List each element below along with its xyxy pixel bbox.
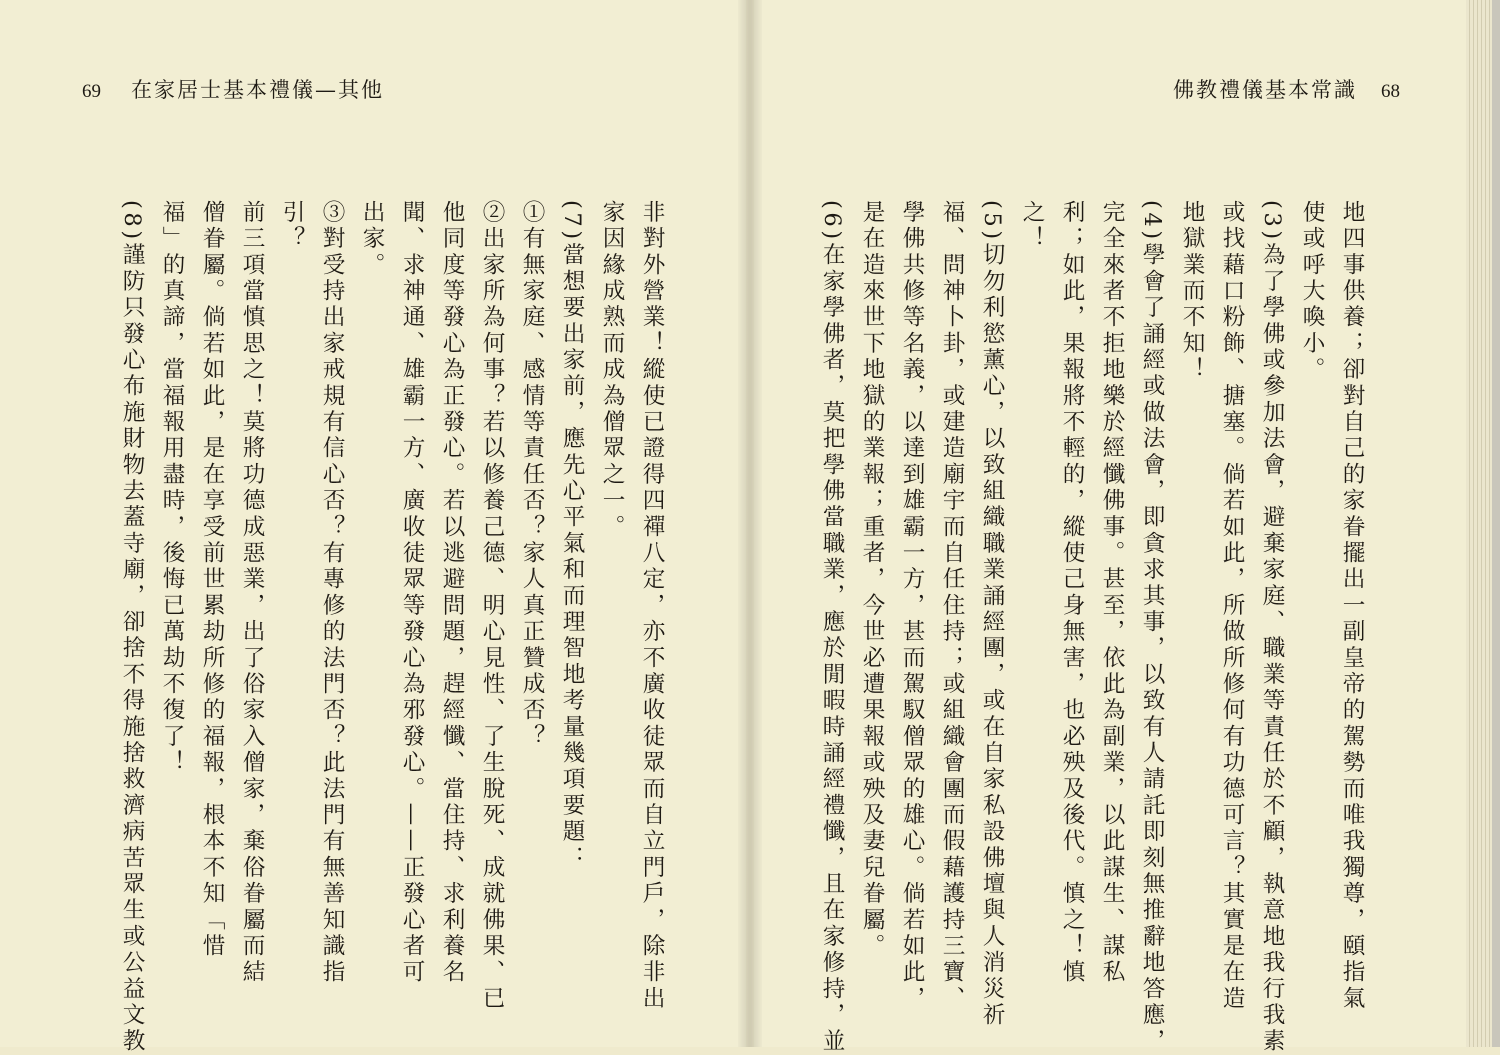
text-column: 完全來者不拒地樂於經懺佛事。甚至，依此為副業，以此謀生、謀私 bbox=[1099, 200, 1125, 986]
background-edge bbox=[1492, 0, 1500, 1047]
book-gutter bbox=[738, 0, 762, 1047]
right-page-number: 68 bbox=[1381, 81, 1400, 102]
text-column: 僧眷屬。倘若如此，是在享受前世累劫所修的福報，根本不知「惜 bbox=[199, 200, 225, 960]
left-page-header bbox=[82, 74, 384, 106]
right-running-head: 佛教禮儀基本常識 bbox=[1173, 78, 1357, 102]
text-column: (4)學會了誦經或做法會，即貪求其事，以致有人請託即刻無推辭地答應， bbox=[1139, 200, 1165, 1055]
text-column: 福、問神卜卦，或建造廟宇而自任住持；或組織會團而假藉護持三寶、 bbox=[939, 200, 965, 1013]
text-column: 非對外營業！縱使已證得四禪八定，亦不廣收徒眾而自立門戶，除非出 bbox=[639, 200, 665, 1013]
text-column: 引？ bbox=[279, 200, 305, 253]
text-column: ①有無家庭、感情等責任否？家人真正贊成否？ bbox=[519, 200, 545, 751]
text-column: 或找藉口粉飾、搪塞。倘若如此，所做所修何有功德可言？其實是在造 bbox=[1219, 200, 1245, 1013]
left-running-head: 在家居士基本禮儀—其他 bbox=[131, 78, 384, 102]
text-column: 他同度等發心為正發心。若以逃避問題，趕經懺、當住持、求利養名 bbox=[439, 200, 465, 986]
text-column: ②出家所為何事？若以修養己德、明心見性、了生脫死、成就佛果、已 bbox=[479, 200, 505, 1013]
text-column: 地獄業而不知！ bbox=[1179, 200, 1205, 384]
text-column: 聞、求神通、雄霸一方、廣收徒眾等發心為邪發心。——正發心者可 bbox=[399, 200, 425, 986]
text-column: 之！ bbox=[1019, 200, 1045, 253]
text-column: (7)當想要出家前，應先心平氣和而理智地考量幾項要題： bbox=[559, 200, 585, 872]
text-column: 利；如此，果報將不輕的，縱使己身無害，也必殃及後代。慎之！慎 bbox=[1059, 200, 1085, 986]
text-column: 前三項當慎思之！莫將功德成惡業，出了俗家入僧家，棄俗眷屬而結 bbox=[239, 200, 265, 986]
text-column: ③對受持出家戒規有信心否？有專修的法門否？此法門有無善知識指 bbox=[319, 200, 345, 986]
text-column: 地四事供養；卻對自己的家眷擺出一副皇帝的駕勢而唯我獨尊，頤指氣 bbox=[1339, 200, 1365, 1013]
text-column: (8)謹防只發心布施財物去蓋寺廟，卻捨不得施捨救濟病苦眾生或公益文教 bbox=[119, 200, 145, 1055]
text-column: 出家。 bbox=[359, 200, 385, 279]
text-column: (6)在家學佛者，莫把學佛當職業，應於閒暇時誦經禮懺，且在家修持，並 bbox=[819, 200, 845, 1055]
text-column: (5)切勿利慾薰心，以致組織職業誦經團，或在自家私設佛壇與人消災祈 bbox=[979, 200, 1005, 1029]
text-column: 家因緣成熟而成為僧眾之一。 bbox=[599, 200, 625, 541]
right-page-header bbox=[1173, 74, 1400, 106]
text-column: 福」的真諦，當福報用盡時，後悔已萬劫不復了！ bbox=[159, 200, 185, 777]
text-column: 學佛共修等名義，以達到雄霸一方，甚而駕馭僧眾的雄心。倘若如此， bbox=[899, 200, 925, 1013]
text-column: 是在造來世下地獄的業報；重者，今世必遭果報或殃及妻兒眷屬。 bbox=[859, 200, 885, 960]
text-column: (3)為了學佛或參加法會，避棄家庭、職業等責任於不顧，執意地我行我素 bbox=[1259, 200, 1285, 1055]
left-page-number: 69 bbox=[82, 81, 101, 102]
text-column: 使或呼大喚小。 bbox=[1299, 200, 1325, 384]
